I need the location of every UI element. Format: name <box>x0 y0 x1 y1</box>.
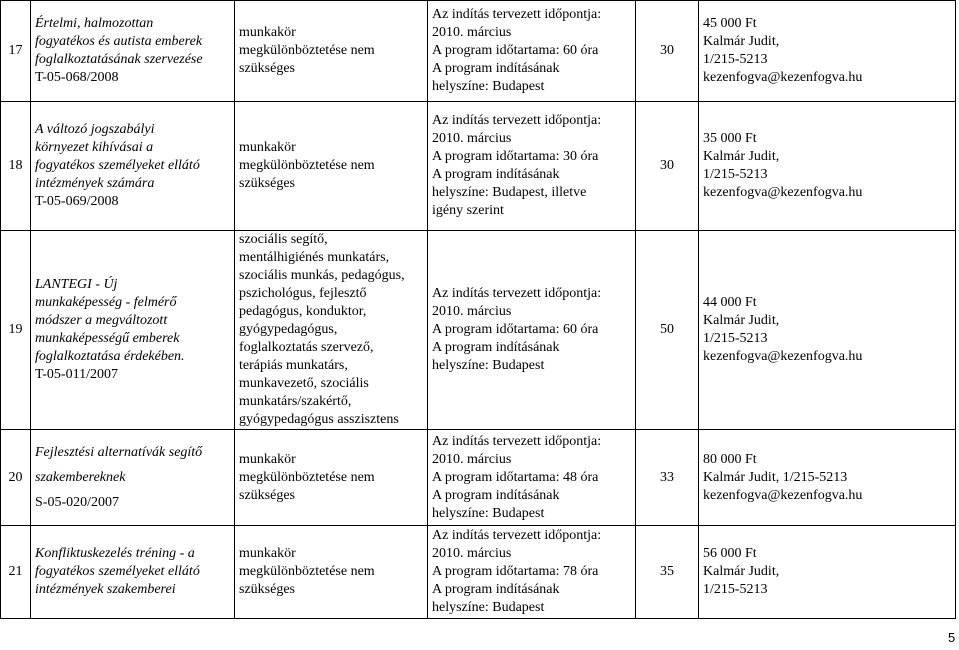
contact-phone: 1/215-5213 <box>703 582 768 597</box>
course-title-line: A változó jogszabályi <box>35 122 155 137</box>
participants-count: 30 <box>636 1 699 102</box>
target-line: megkülönböztetése nem <box>239 469 375 485</box>
page-number: 5 <box>948 630 956 645</box>
target-line: szociális munkás, pedagógus, <box>239 268 405 283</box>
target-line: gyógypedagógus asszisztens <box>239 412 399 427</box>
price: 80 000 Ft <box>703 451 757 467</box>
row-number: 18 <box>1 102 31 231</box>
schedule-line: helyszíne: Budapest, illetve <box>432 185 587 200</box>
contact-cell <box>699 231 956 430</box>
target-group-cell <box>235 102 428 231</box>
table-row <box>1 526 956 619</box>
schedule-line: helyszíne: Budapest <box>432 505 545 521</box>
target-line: pedagógus, konduktor, <box>239 304 367 319</box>
target-line: munkavezető, szociális <box>239 376 369 391</box>
table-row <box>1 231 956 430</box>
schedule-line: A program indításának <box>432 61 560 76</box>
target-line: munkakör <box>239 546 296 561</box>
row-number: 19 <box>1 231 31 430</box>
schedule-cell <box>428 526 636 619</box>
price: 45 000 Ft <box>703 16 757 31</box>
participants-count: 33 <box>636 430 699 526</box>
contact-phone: 1/215-5213 <box>703 167 768 182</box>
schedule-line: helyszíne: Budapest <box>432 79 545 94</box>
contact-cell <box>699 526 956 619</box>
table-row <box>1 1 956 102</box>
schedule-line: A program időtartama: 30 óra <box>432 149 599 164</box>
schedule-line: A program indításának <box>432 340 560 355</box>
target-line: mentálhigiénés munkatárs, <box>239 250 390 265</box>
target-line: szükséges <box>239 582 295 597</box>
contact-name: Kalmár Judit, <box>703 313 780 328</box>
target-line: munkatárs/szakértő, <box>239 394 352 409</box>
course-title-cell <box>31 430 235 526</box>
contact-phone: 1/215-5213 <box>703 331 768 346</box>
schedule-line: 2010. március <box>432 131 512 146</box>
schedule-line: A program indításának <box>432 487 560 503</box>
contact-name: Kalmár Judit, <box>703 564 780 579</box>
table-row <box>1 102 956 231</box>
target-line: munkakör <box>239 140 296 155</box>
row-number: 20 <box>1 430 31 526</box>
target-group-cell <box>235 526 428 619</box>
contact-name: Kalmár Judit, <box>703 149 780 164</box>
target-group-cell <box>235 231 428 430</box>
contact-phone: 1/215-5213 <box>703 52 768 67</box>
row-number: 17 <box>1 1 31 102</box>
course-title-line: módszer a megváltozott <box>35 313 168 328</box>
schedule-line: Az indítás tervezett időpontja: <box>432 286 602 301</box>
target-line: megkülönböztetése nem <box>239 158 375 173</box>
schedule-cell <box>428 1 636 102</box>
contact-cell <box>699 1 956 102</box>
contact-email[interactable]: kezenfogva@kezenfogva.hu <box>703 70 863 85</box>
contact-email[interactable]: kezenfogva@kezenfogva.hu <box>703 349 863 364</box>
course-title-line: intézmények számára <box>35 176 155 191</box>
course-title-line: munkaképességű emberek <box>35 331 180 346</box>
target-line: gyógypedagógus, <box>239 322 338 337</box>
course-code: T-05-068/2008 <box>35 70 119 85</box>
target-line: megkülönböztetése nem <box>239 43 375 58</box>
schedule-cell <box>428 430 636 526</box>
target-line: munkakör <box>239 25 296 40</box>
schedule-cell <box>428 231 636 430</box>
target-line: szükséges <box>239 487 295 503</box>
course-title-line: LANTEGI - Új <box>35 277 118 292</box>
contact-name: Kalmár Judit, <box>703 34 780 49</box>
contact-email[interactable]: kezenfogva@kezenfogva.hu <box>703 185 863 200</box>
target-group-cell <box>235 1 428 102</box>
schedule-line: A program időtartama: 78 óra <box>432 564 599 579</box>
course-title-line: Konfliktuskezelés tréning - a <box>35 546 195 561</box>
target-line: pszichológus, fejlesztő <box>239 286 367 301</box>
course-title-line: környezet kihívásai a <box>35 140 154 155</box>
course-title-line: fogyatékos személyeket ellátó <box>35 564 200 579</box>
course-title-line: Értelmi, halmozottan <box>35 16 154 31</box>
schedule-line: Az indítás tervezett időpontja: <box>432 7 602 22</box>
schedule-line: A program indításának <box>432 167 560 182</box>
participants-count: 30 <box>636 102 699 231</box>
target-line: szociális segítő, <box>239 232 328 247</box>
schedule-line: 2010. március <box>432 451 512 467</box>
schedule-cell <box>428 102 636 231</box>
schedule-line: 2010. március <box>432 546 512 561</box>
participants-count: 35 <box>636 526 699 619</box>
price: 35 000 Ft <box>703 131 757 146</box>
target-group-cell <box>235 430 428 526</box>
course-title-line: foglalkoztatásának szervezése <box>35 52 203 67</box>
target-line: terápiás munkatárs, <box>239 358 348 373</box>
schedule-line: Az indítás tervezett időpontja: <box>432 113 602 128</box>
course-title-line: fogyatékos és autista emberek <box>35 34 203 49</box>
course-title-line: intézmények szakemberei <box>35 582 176 597</box>
price: 44 000 Ft <box>703 295 757 310</box>
course-code: S-05-020/2007 <box>35 495 119 510</box>
contact-name-phone: Kalmár Judit, 1/215-5213 <box>703 469 848 485</box>
schedule-line: Az indítás tervezett időpontja: <box>432 433 602 449</box>
row-number: 21 <box>1 526 31 619</box>
course-code: T-05-011/2007 <box>35 367 118 382</box>
course-title-cell <box>31 526 235 619</box>
course-title-line: foglalkoztatása érdekében. <box>35 349 185 364</box>
schedule-line: igény szerint <box>432 203 504 218</box>
contact-cell <box>699 430 956 526</box>
target-line: megkülönböztetése nem <box>239 564 375 579</box>
schedule-line: helyszíne: Budapest <box>432 358 545 373</box>
contact-email[interactable]: kezenfogva@kezenfogva.hu <box>703 487 863 503</box>
schedule-line: A program időtartama: 48 óra <box>432 469 599 485</box>
price: 56 000 Ft <box>703 546 757 561</box>
schedule-line: A program időtartama: 60 óra <box>432 43 599 58</box>
schedule-line: helyszíne: Budapest <box>432 600 545 615</box>
schedule-line: 2010. március <box>432 25 512 40</box>
target-line: szükséges <box>239 61 295 76</box>
course-title-line: szakembereknek <box>35 470 126 485</box>
target-line: szükséges <box>239 176 295 191</box>
schedule-line: 2010. március <box>432 304 512 319</box>
course-title-line: munkaképesség - felmérő <box>35 295 177 310</box>
course-title-cell <box>31 102 235 231</box>
schedule-line: A program indításának <box>432 582 560 597</box>
table-row <box>1 430 956 526</box>
target-line: munkakör <box>239 451 296 467</box>
schedule-line: Az indítás tervezett időpontja: <box>432 528 602 543</box>
course-title-cell <box>31 1 235 102</box>
participants-count: 50 <box>636 231 699 430</box>
course-title-line: Fejlesztési alternatívák segítő <box>35 445 203 460</box>
course-code: T-05-069/2008 <box>35 194 119 209</box>
schedule-line: A program időtartama: 60 óra <box>432 322 599 337</box>
course-title-line: fogyatékos személyeket ellátó <box>35 158 200 173</box>
course-title-cell <box>31 231 235 430</box>
contact-cell <box>699 102 956 231</box>
target-line: foglalkoztatás szervező, <box>239 340 374 355</box>
